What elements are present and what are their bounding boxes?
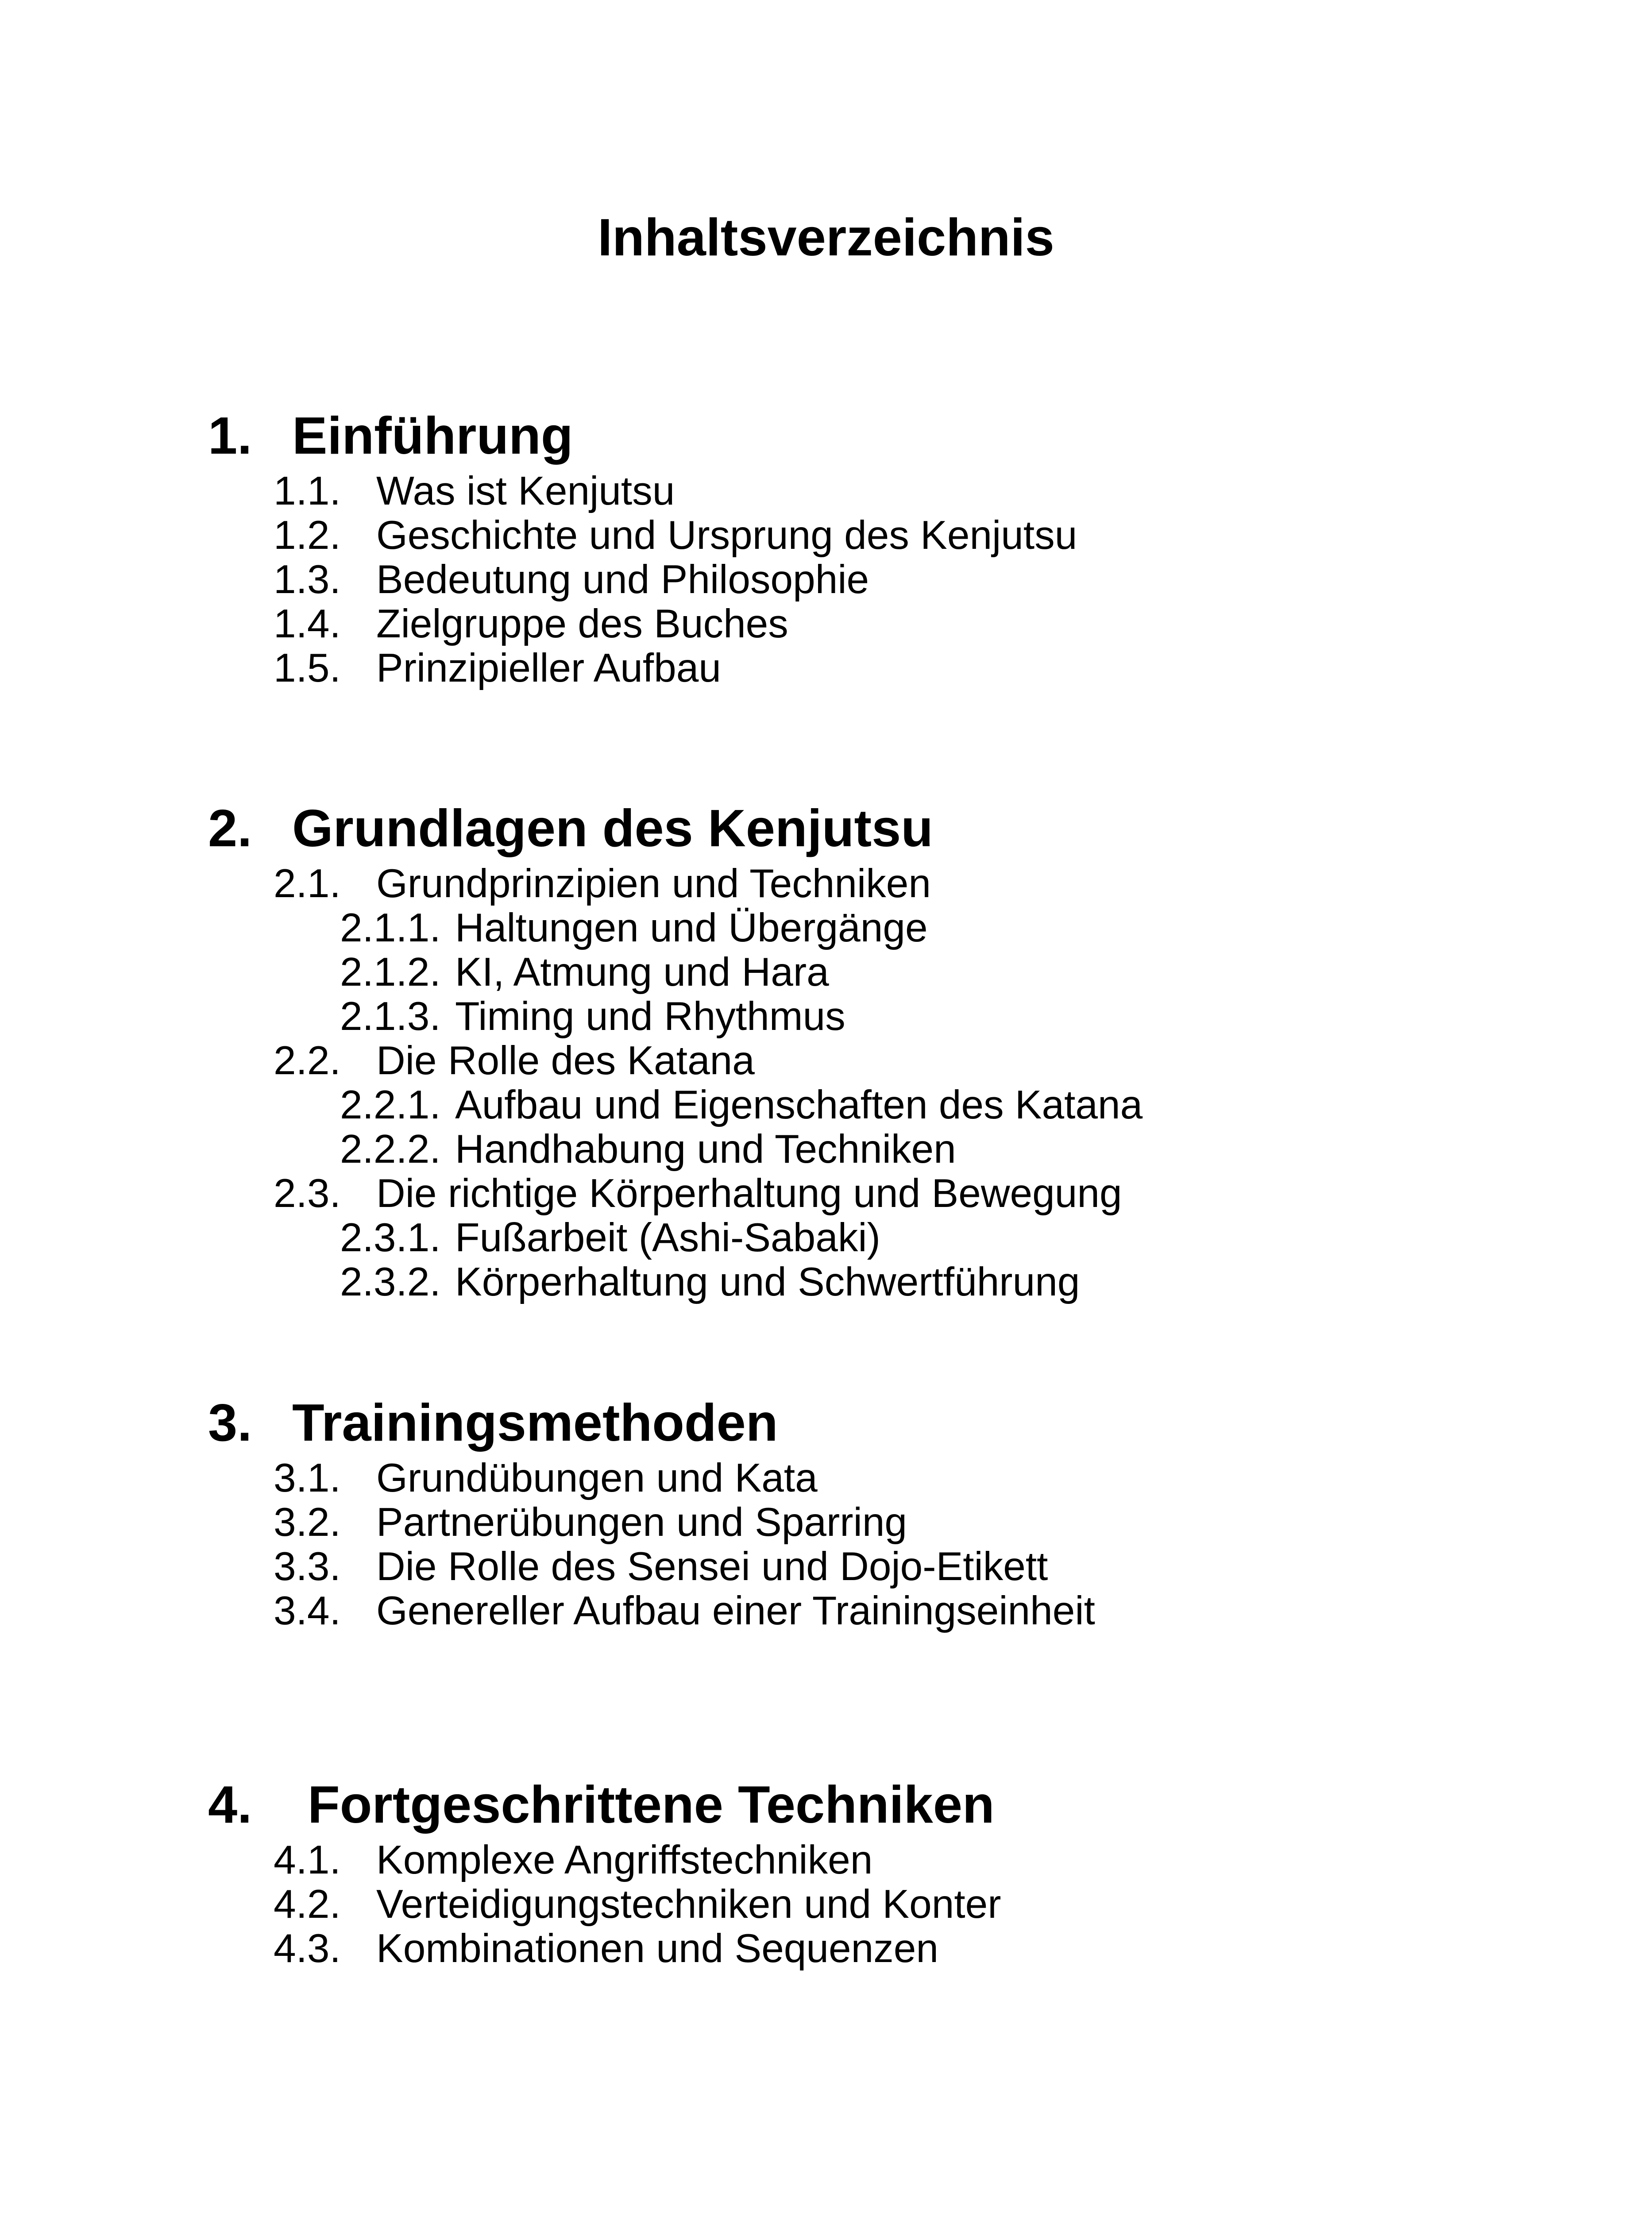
entry-number: 2.3.1. [340,1215,441,1260]
entry-label: Fußarbeit (Ashi-Sabaki) [455,1215,880,1260]
entry-number: 3.4. [274,1588,341,1633]
toc-section-4 [0,1772,1652,1971]
entry-number: 2.2.2. [340,1127,441,1172]
toc-entry [0,1456,1652,1500]
toc-entry [0,1927,1652,1971]
toc-entry [0,469,1652,513]
section-heading [0,1390,1652,1456]
entry-label: Bedeutung und Philosophie [376,557,869,602]
entry-number: 3.2. [274,1500,341,1545]
toc-entry [0,1545,1652,1589]
entry-number: 2.3. [274,1171,341,1216]
toc-entry [0,1589,1652,1633]
entry-number: 1.4. [274,601,341,646]
section-title: Grundlagen des Kenjutsu [292,799,933,858]
toc-entry [0,1838,1652,1882]
entry-label: Komplexe Angriffstechniken [376,1838,873,1882]
toc-entry [0,1083,1652,1127]
section-title: Fortgeschrittene Techniken [308,1775,995,1834]
entry-label: Zielgruppe des Buches [376,601,788,646]
entry-number: 4.2. [274,1882,341,1927]
toc-section-3 [0,1390,1652,1633]
entry-number: 2.1.3. [340,994,441,1039]
entry-number: 1.5. [274,646,341,690]
toc-entry [0,602,1652,646]
section-number: 1. [208,406,252,465]
toc-entry [0,513,1652,558]
entry-label: Was ist Kenjutsu [376,469,675,513]
entry-label: Genereller Aufbau einer Trainingseinheit [376,1588,1095,1633]
entry-label: Aufbau und Eigenschaften des Katana [455,1083,1143,1127]
section-number: 4. [208,1775,252,1834]
entry-label: Verteidigungstechniken und Konter [376,1882,1001,1927]
entry-number: 3.3. [274,1544,341,1589]
entry-number: 2.1.2. [340,950,441,995]
section-heading [0,403,1652,469]
entry-label: KI, Atmung und Hara [455,950,829,995]
entry-label: Die Rolle des Sensei und Dojo-Etikett [376,1544,1048,1589]
toc-entry [0,1882,1652,1927]
toc-entry [0,950,1652,995]
entry-label: Partnerübungen und Sparring [376,1500,907,1545]
entry-label: Grundübungen und Kata [376,1456,818,1500]
entry-number: 1.2. [274,513,341,558]
toc-entry [0,1260,1652,1304]
toc-entry [0,862,1652,906]
entry-number: 2.2.1. [340,1083,441,1127]
entry-label: Kombinationen und Sequenzen [376,1926,938,1971]
entry-number: 4.1. [274,1838,341,1882]
entry-label: Prinzipieller Aufbau [376,646,722,690]
toc-section-1 [0,403,1652,690]
entry-label: Die Rolle des Katana [376,1038,755,1083]
toc-entry [0,1172,1652,1216]
entry-number: 1.1. [274,469,341,513]
entry-number: 2.1. [274,861,341,906]
entry-label: Haltungen und Übergänge [455,906,928,950]
toc-entry [0,995,1652,1039]
entry-number: 1.3. [274,557,341,602]
toc-entry [0,558,1652,602]
entry-number: 2.3.2. [340,1260,441,1304]
toc-entry [0,1216,1652,1260]
toc-entry [0,906,1652,950]
section-heading [0,1772,1652,1838]
entry-label: Die richtige Körperhaltung und Bewegung [376,1171,1122,1216]
entry-label: Grundprinzipien und Techniken [376,861,931,906]
page-title: Inhaltsverzeichnis [598,208,1054,267]
section-title: Trainingsmethoden [292,1393,778,1452]
section-title: Einführung [292,406,573,465]
entry-label: Körperhaltung und Schwertführung [455,1260,1080,1304]
toc-entry [0,646,1652,690]
entry-number: 2.1.1. [340,906,441,950]
entry-number: 2.2. [274,1038,341,1083]
toc-entry [0,1500,1652,1545]
section-heading [0,795,1652,862]
entry-label: Timing und Rhythmus [455,994,845,1039]
entry-number: 4.3. [274,1926,341,1971]
entry-label: Handhabung und Techniken [455,1127,956,1172]
toc-entry [0,1127,1652,1172]
entry-label: Geschichte und Ursprung des Kenjutsu [376,513,1077,558]
section-number: 2. [208,799,252,858]
entry-number: 3.1. [274,1456,341,1500]
toc-entry [0,1039,1652,1083]
toc-section-2 [0,795,1652,1304]
section-number: 3. [208,1393,252,1452]
